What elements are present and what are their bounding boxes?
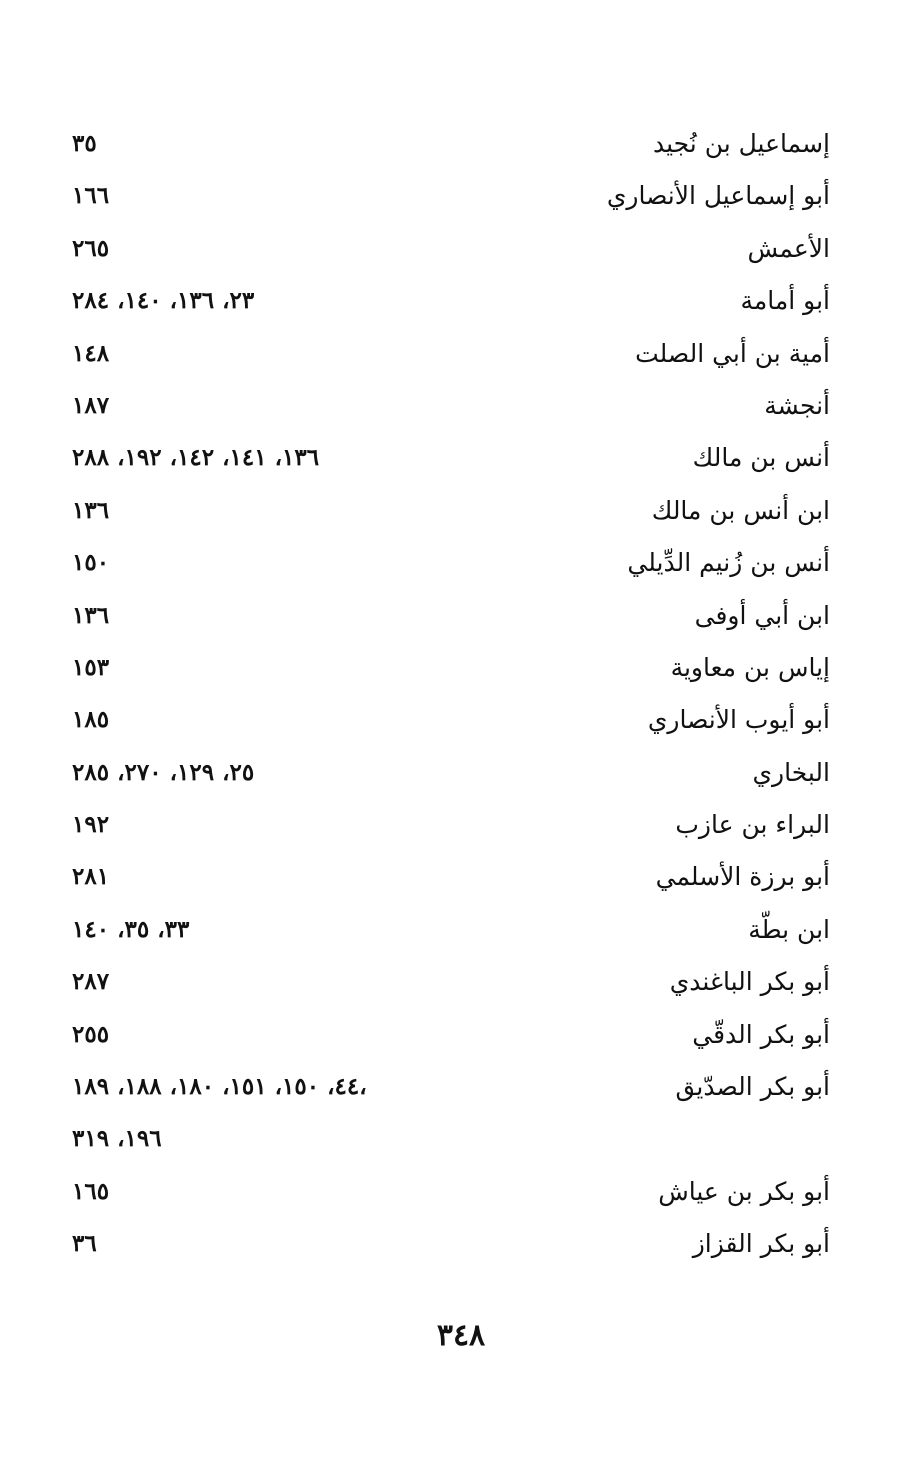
entry-name: أنجشة	[764, 390, 830, 420]
list-item-continuation	[0, 1111, 922, 1163]
entry-name: أبو إسماعيل الأنصاري	[606, 181, 830, 211]
entry-name: أبو برزة الأسلمي	[655, 862, 830, 892]
list-item	[0, 797, 922, 849]
list-item	[0, 430, 922, 482]
entry-name: إياس بن معاوية	[670, 652, 830, 682]
list-item	[0, 849, 922, 901]
list-item	[0, 692, 922, 744]
entry-pages: ٢٨٧	[72, 968, 110, 996]
entry-pages: ١٣٦	[72, 496, 110, 524]
list-item	[0, 954, 922, 1006]
list-item	[0, 745, 922, 797]
entry-pages: ٢٥، ١٢٩، ٢٧٠، ٢٨٥	[72, 758, 255, 786]
list-item	[0, 1007, 922, 1059]
entry-pages: ١٤٨	[72, 339, 110, 367]
list-item	[0, 640, 922, 692]
entry-name: ابن أنس بن مالك	[651, 495, 830, 525]
entry-pages: ١٥٠	[72, 549, 110, 577]
list-item	[0, 168, 922, 220]
entry-name: أبو أيوب الأنصاري	[647, 705, 830, 735]
entry-name: ابن بطّة	[748, 914, 830, 944]
index-list	[0, 116, 922, 1269]
entry-pages: ١٦٦	[72, 182, 110, 210]
entry-name: أبو بكر الدقّي	[692, 1019, 830, 1049]
list-item	[0, 483, 922, 535]
entry-name: أبو بكر الباغندي	[669, 967, 830, 997]
entry-pages: ٢٣، ١٣٦، ١٤٠، ٢٨٤	[72, 287, 255, 315]
entry-pages: ١٩٦، ٣١٩	[72, 1125, 162, 1153]
list-item	[0, 116, 922, 168]
entry-name: أبو بكر بن عياش	[658, 1176, 830, 1206]
entry-pages: ١٨٥	[72, 706, 110, 734]
entry-pages: ١٣٦	[72, 601, 110, 629]
entry-name: أنس بن مالك	[692, 443, 830, 473]
list-item	[0, 326, 922, 378]
entry-name: أنس بن زُنيم الدِّيلي	[627, 548, 830, 578]
entry-pages: ٣٣، ٣٥، ١٤٠	[72, 915, 190, 943]
entry-pages: ١٦٥	[72, 1177, 110, 1205]
entry-name: أبو بكر القزاز	[692, 1229, 830, 1259]
entry-name: إسماعيل بن نُجيد	[652, 129, 830, 158]
list-item	[0, 588, 922, 640]
list-item	[0, 221, 922, 273]
page-number: ٣٤٨	[436, 1318, 486, 1353]
entry-pages: ١٩٢	[72, 811, 110, 839]
entry-pages: ٣٥	[72, 130, 97, 157]
entry-name: الأعمش	[747, 233, 830, 263]
list-item	[0, 273, 922, 325]
entry-pages: ٢٨١	[72, 863, 110, 891]
entry-pages: ١٣٦، ١٤١، ١٤٢، ١٩٢، ٢٨٨	[72, 444, 320, 472]
entry-pages: ١٥٣	[72, 653, 110, 681]
entry-name: البراء بن عازب	[675, 810, 830, 840]
entry-name: أبو بكر الصدّيق	[675, 1072, 830, 1102]
entry-name: أمية بن أبي الصلت	[635, 338, 830, 368]
list-item	[0, 535, 922, 587]
entry-name: أبو أمامة	[740, 286, 830, 316]
entry-name: ابن أبي أوفى	[694, 600, 830, 630]
entry-name: البخاري	[752, 757, 830, 787]
list-item	[0, 1059, 922, 1111]
list-item	[0, 1216, 922, 1268]
entry-pages: ١٨٧	[72, 391, 110, 419]
entry-pages: ٢٦٥	[72, 234, 110, 262]
entry-pages: ٤٤، ١٥٠، ١٥١، ١٨٠، ١٨٨، ١٨٩،	[72, 1073, 367, 1101]
list-item	[0, 1164, 922, 1216]
entry-pages: ٢٥٥	[72, 1020, 110, 1048]
entry-pages: ٣٦	[72, 1230, 97, 1258]
list-item	[0, 902, 922, 954]
list-item	[0, 378, 922, 430]
